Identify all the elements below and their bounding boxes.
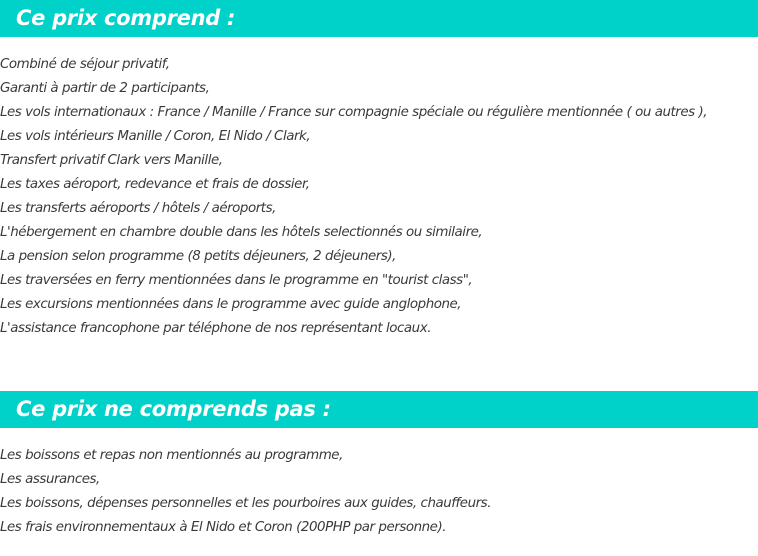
included-item: Transfert privatif Clark vers Manille,	[0, 153, 223, 168]
excluded-item: Les boissons, dépenses personnelles et les pourboires aux guides, chauffeurs.	[0, 496, 492, 511]
included-section-title: Ce prix comprend :	[16, 6, 236, 30]
included-item: Combiné de séjour privatif,	[0, 57, 170, 72]
included-item: Les transferts aéroports / hôtels / aéroports,	[0, 201, 276, 216]
included-item: Les traversées en ferry mentionnées dans le programme en "tourist class",	[0, 273, 473, 288]
included-item: La pension selon programme (8 petits déjeuners, 2 déjeuners),	[0, 249, 396, 264]
included-section-header	[0, 0, 758, 37]
excluded-item: Les frais environnementaux à El Nido et Coron (200PHP par personne).	[0, 520, 447, 535]
included-item: Les taxes aéroport, redevance et frais de dossier,	[0, 177, 310, 192]
excluded-section-header	[0, 391, 758, 428]
excluded-item: Les assurances,	[0, 472, 100, 487]
included-item: L'assistance francophone par téléphone de nos représentant locaux.	[0, 321, 431, 336]
included-item: Garanti à partir de 2 participants,	[0, 81, 210, 96]
excluded-section-title: Ce prix ne comprends pas :	[16, 397, 331, 421]
excluded-item: Les boissons et repas non mentionnés au programme,	[0, 448, 343, 463]
excluded-items-list	[0, 444, 491, 540]
included-item: Les excursions mentionnées dans le programme avec guide anglophone,	[0, 297, 462, 312]
included-item: L'hébergement en chambre double dans les hôtels selectionnés ou similaire,	[0, 225, 483, 240]
included-item: Les vols intérieurs Manille / Coron, El Nido / Clark,	[0, 129, 311, 144]
included-item: Les vols internationaux : France / Manille / France sur compagnie spéciale ou régulière mentionnée ( ou autres ),	[0, 105, 708, 120]
included-items-list	[0, 53, 707, 341]
